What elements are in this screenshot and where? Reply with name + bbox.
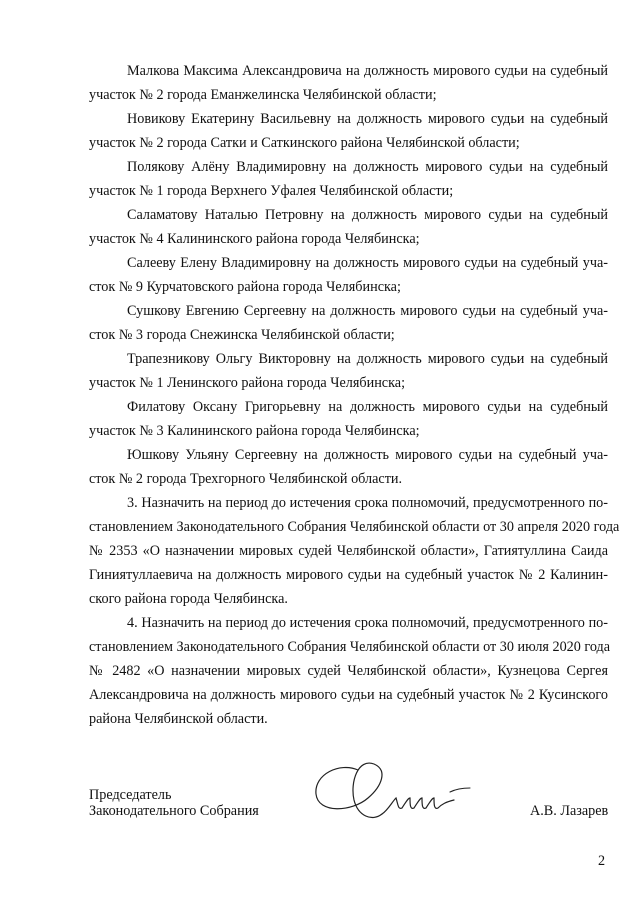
text-line: № 2482 «О назначении мировых судей Челябинской области», Кузнецова Сергея [89,663,608,679]
text-line: Гиниятуллаевича на должность мирового судьи на судебный участок № 2 Калинин- [89,567,608,583]
text-line: ского района города Челябинска. [89,591,288,607]
text-line: участок № 4 Калининского района города Челябинска; [89,231,420,247]
text-line: Александровича на должность мирового судьи на судебный участок № 2 Кусинского [89,687,608,703]
text-line: участок № 1 города Верхнего Уфалея Челябинской области; [89,183,454,199]
text-line: Салееву Елену Владимировну на должность мирового судьи на судебный уча- [127,255,608,271]
signatory-name: А.В. Лазарев [530,803,609,819]
text-line: участок № 3 Калининского района города Челябинска; [89,423,420,439]
handwritten-signature [300,752,500,832]
text-line: сток № 2 города Трехгорного Челябинской области. [89,471,403,487]
text-line: Сушкову Евгению Сергеевну на должность мирового судьи на судебный уча- [127,303,608,319]
signatory-title-line1: Председатель [89,787,172,803]
text-line: Саламатову Наталью Петровну на должность мирового судьи на судебный [127,207,608,223]
text-line: становлением Законодательного Собрания Челябинской области от 30 апреля 2020 года [89,519,620,535]
text-line: Трапезникову Ольгу Викторовну на должность мирового судьи на судебный [127,351,608,367]
page-number: 2 [598,853,606,869]
text-line: Филатову Оксану Григорьевну на должность мирового судьи на судебный [127,399,608,415]
text-line: участок № 1 Ленинского района города Челябинска; [89,375,406,391]
text-line: Юшкову Ульяну Сергеевну на должность мирового судьи на судебный уча- [127,447,608,463]
text-line: № 2353 «О назначении мировых судей Челябинской области», Гатиятуллина Саида [89,543,608,559]
text-line: Полякову Алёну Владимировну на должность мирового судьи на судебный [127,159,608,175]
text-line: 3. Назначить на период до истечения срока полномочий, предусмотренного по- [127,495,608,511]
text-line: участок № 2 города Сатки и Саткинского района Челябинской области; [89,135,520,151]
signatory-title-line2: Законодательного Собрания [89,803,259,819]
text-line: становлением Законодательного Собрания Челябинской области от 30 июля 2020 года [89,639,611,655]
text-line: участок № 2 города Еманжелинска Челябинской области; [89,87,437,103]
text-line: сток № 9 Курчатовского района города Челябинска; [89,279,401,295]
text-line: сток № 3 города Снежинска Челябинской области; [89,327,395,343]
text-line: 4. Назначить на период до истечения срока полномочий, предусмотренного по- [127,615,608,631]
text-line: Новикову Екатерину Васильевну на должность мирового судьи на судебный [127,111,608,127]
text-line: района Челябинской области. [89,711,268,727]
text-line: Малкова Максима Александровича на должность мирового судьи на судебный [127,63,608,79]
